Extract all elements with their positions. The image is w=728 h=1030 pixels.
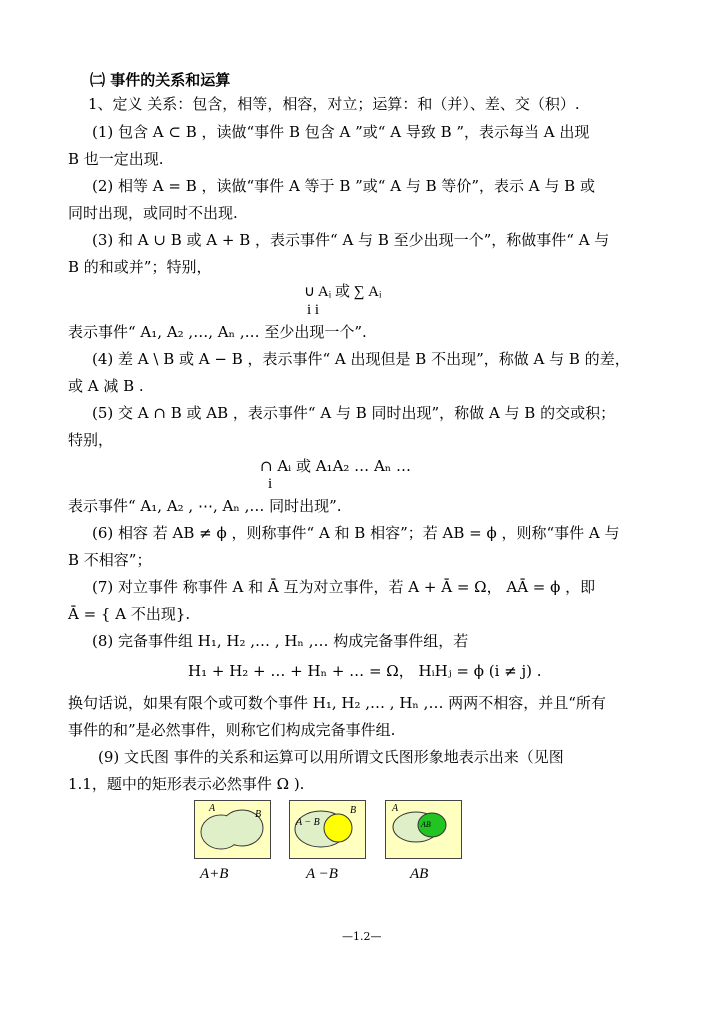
- text-line: 表示事件“ A₁, A₂ ,…, Aₙ ,… 至少出现一个”.: [68, 323, 367, 341]
- text-line: (4) 差 A \ B 或 A − B ，表示事件“ A 出现但是 B 不出现”，称做 A 与 B 的差，: [92, 350, 630, 368]
- text-line: 1.1，题中的矩形表示必然事件 Ω ).: [68, 775, 305, 793]
- page-number: —1.2—: [342, 930, 382, 943]
- text-line: 表示事件“ A₁, A₂ , ⋯, Aₙ ,… 同时出现”.: [68, 497, 342, 515]
- text-line: 1、定义 关系：包含，相等，相容，对立；运算：和（并）、差、交（积）.: [88, 95, 580, 113]
- text-line: (5) 交 A ∩ B 或 AB ，表示事件“ A 与 B 同时出现”，称做 A 与 B 的交或积；: [92, 404, 616, 422]
- text-line: i: [268, 476, 273, 492]
- text-line: (3) 和 A ∪ B 或 A + B ，表示事件“ A 与 B 至少出现一个”，称做事件“ A 与: [92, 231, 610, 249]
- venn-union-label-b: B: [255, 809, 262, 820]
- venn-intersection-label-ab: AB: [421, 820, 431, 829]
- text-line: (1) 包含 A ⊂ B ，读做“事件 B 包含 A ”或“ A 导致 B ”，表示每当 A 出现: [92, 123, 590, 141]
- venn-union-caption: A+B: [200, 866, 229, 882]
- venn-intersection-caption: AB: [410, 866, 429, 882]
- venn-intersection-label-a: A: [392, 803, 399, 814]
- venn-difference-label-a: A − B: [296, 817, 320, 828]
- venn-diagram-intersection: [385, 800, 462, 859]
- text-line: H₁ + H₂ + … + Hₙ + … = Ω， HᵢHⱼ = ϕ (i ≠ j) .: [188, 662, 542, 680]
- text-line: Ā = { A 不出现}.: [68, 605, 191, 623]
- text-line: ∪ Aᵢ 或 ∑ Aᵢ: [304, 284, 382, 300]
- text-line: ㈡ 事件的关系和运算: [90, 71, 231, 89]
- text-line: (6) 相容 若 AB ≠ ϕ ，则称事件“ A 和 B 相容”；若 AB = ϕ ，则称“事件 A 与: [92, 524, 620, 542]
- venn-difference-label-b: B: [350, 805, 357, 816]
- text-line: i i: [307, 302, 320, 318]
- venn-diagram-difference: [289, 800, 366, 859]
- text-line: 同时出现，或同时不出现.: [68, 204, 238, 222]
- text-line: 事件的和”是必然事件，则称它们构成完备事件组.: [68, 721, 396, 739]
- text-line: B 不相容”；: [68, 551, 152, 569]
- text-line: 特别，: [68, 431, 114, 449]
- venn-difference-caption: A −B: [306, 866, 338, 882]
- text-line: B 的和或并”；特别，: [68, 258, 212, 276]
- venn-diagram-union: [194, 800, 271, 859]
- text-line: (8) 完备事件组 H₁, H₂ ,… , Hₙ ,… 构成完备事件组，若: [92, 632, 469, 650]
- text-line: 换句话说，如果有限个或可数个事件 H₁, H₂ ,… , Hₙ ,… 两两不相容，并且“所有: [68, 694, 606, 712]
- text-line: 或 A 减 B .: [68, 377, 144, 395]
- text-line: ∩ Aᵢ 或 A₁A₂ … Aₙ …: [260, 457, 412, 475]
- text-line: (9) 文氏图 事件的关系和运算可以用所谓文氏图形象地表示出来（见图: [98, 748, 564, 766]
- text-line: B 也一定出现.: [68, 150, 164, 168]
- text-line: (7) 对立事件 称事件 A 和 Ā 互为对立事件，若 A + Ā = Ω， AĀ = ϕ ，即: [92, 578, 596, 596]
- venn-union-label-a: A: [209, 803, 216, 814]
- text-line: (2) 相等 A = B ，读做“事件 A 等于 B ”或“ A 与 B 等价”，表示 A 与 B 或: [92, 177, 595, 195]
